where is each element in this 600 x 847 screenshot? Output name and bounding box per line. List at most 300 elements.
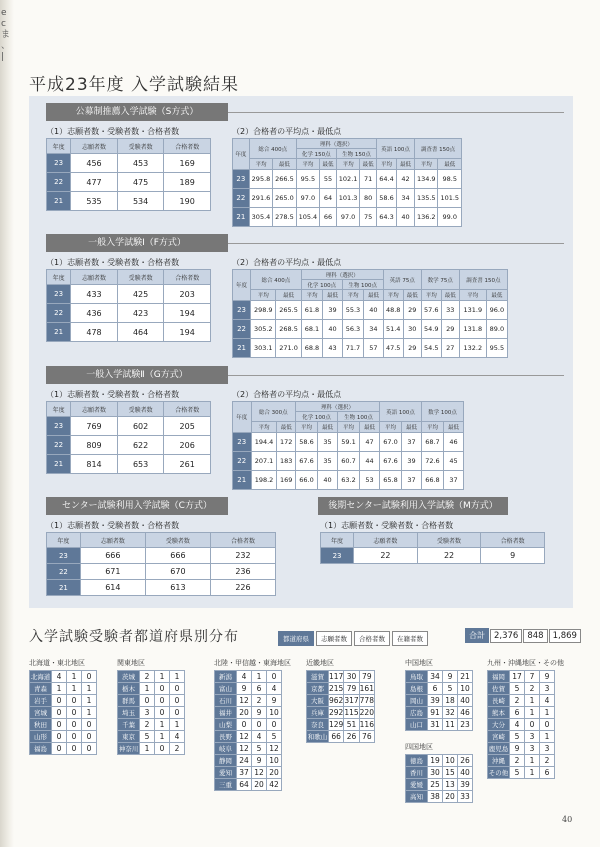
applicants-cell: 535 [71,192,118,211]
prefecture-name: 滋賀 [307,671,329,683]
year-cell: 22 [233,452,252,471]
score-cell: 101.5 [438,189,462,208]
count-cell: 66 [329,731,344,743]
prefecture-name: 福井 [215,707,237,719]
count-cell: 18 [443,695,458,707]
score-cell: 89.0 [486,320,507,339]
table-row [47,304,211,323]
score-cell: 102.1 [336,170,359,189]
applicants-header: 志願者数 [354,533,418,548]
examinees-header: 受験者数 [117,270,164,285]
table-row [307,707,375,719]
score-cell: 169 [277,471,296,490]
count-cell: 0 [52,695,67,707]
count-cell: 1 [52,683,67,695]
count-cell: 6 [510,707,525,719]
examinees-cell: 613 [145,580,210,596]
score-cell: 305.4 [249,208,272,227]
count-cell: 5 [443,683,458,695]
s-counts-caption: （1）志願者数・受験者数・合格者数 [46,127,180,136]
score-cell: 56.3 [342,320,364,339]
table-row [118,683,185,695]
prefecture-name: 福岡 [488,671,510,683]
examinees-cell: 670 [145,564,210,580]
score-cell: 45 [443,452,463,471]
score-cell: 298.9 [251,301,276,320]
score-cell: 271.0 [276,339,301,358]
year-cell: 21 [233,471,252,490]
subject-header: 調査書 150点 [415,139,462,159]
count-cell: 0 [267,671,282,683]
score-cell: 72.6 [421,452,443,471]
table-row [488,683,555,695]
examinees-cell: 653 [117,455,164,474]
count-cell: 9 [252,755,267,767]
prefecture-name: 茨城 [118,671,140,683]
prefecture-name: 静岡 [215,755,237,767]
region-name: 中国地区 [405,659,433,667]
subject-header: 数学 100点 [421,402,463,422]
s-scores-caption: （2）合格者の平均点・最低点 [232,127,342,136]
score-cell: 135.5 [415,189,438,208]
score-cell: 131.8 [459,320,486,339]
count-cell: 0 [140,695,155,707]
adjacent-page-text: e c ま 、 | [1,8,11,62]
pref-distribution-title: 入学試験受験者都道府県別分布 [29,629,239,645]
count-cell: 10 [267,707,282,719]
table-row [406,671,473,683]
table-row [118,743,185,755]
prefecture-name: 神奈川 [118,743,140,755]
passed-cell: 261 [164,455,211,474]
minimum-header: 最低 [396,159,414,170]
applicants-cell: 433 [71,285,118,304]
count-cell: 5 [267,731,282,743]
m-counts-caption: （1）志願者数・受験者数・合格者数 [320,521,454,530]
count-cell: 31 [428,719,443,731]
count-cell: 0 [82,719,97,731]
count-cell: 0 [170,683,185,695]
applicants-header: 志願者数 [80,533,145,548]
score-cell: 265.0 [273,189,296,208]
count-cell: 1 [540,707,555,719]
count-cell: 1 [140,743,155,755]
count-cell: 1 [155,671,170,683]
score-cell: 57 [364,339,383,358]
count-cell: 6 [252,683,267,695]
score-cell: 132.2 [459,339,486,358]
score-cell: 33 [441,301,459,320]
count-cell: 1 [540,731,555,743]
count-cell: 13 [443,779,458,791]
passed-cell: 206 [164,436,211,455]
score-cell: 37 [443,471,463,490]
count-cell: 1 [525,695,540,707]
s-scores-table [232,138,462,227]
year-header: 年度 [47,270,71,285]
count-cell: 215 [329,684,344,693]
table-row [215,707,282,719]
count-cell: 292 [329,708,344,717]
count-cell: 4 [170,731,185,743]
count-cell: 0 [525,719,540,731]
prefecture-name: 山形 [30,731,52,743]
score-cell: 59.1 [337,433,359,452]
table-row [488,671,555,683]
score-cell: 55.3 [342,301,364,320]
table-row [321,548,545,564]
prefecture-name: 石川 [215,695,237,707]
prefecture-name: 奈良 [307,719,329,731]
examinees-cell: 666 [145,548,210,564]
subject-header: 生物 100点 [342,280,383,290]
score-cell: 194.4 [251,433,277,452]
score-cell: 66 [320,208,337,227]
average-header: 平均 [415,159,438,170]
count-cell: 3 [525,743,540,755]
region-hokuriku-tokai [214,658,291,791]
prefecture-name: 栃木 [118,683,140,695]
prefecture-name: 埼玉 [118,707,140,719]
minimum-header: 最低 [403,290,421,301]
score-cell: 101.3 [336,189,359,208]
minimum-header: 最低 [360,422,380,433]
examinees-cell: 464 [117,323,164,342]
table-row [233,189,462,208]
count-cell: 9 [267,695,282,707]
average-header: 平均 [459,290,486,301]
score-cell: 40 [318,471,338,490]
legend-enrolled: 在籍者数 [392,631,428,646]
prefecture-name: 徳島 [406,755,428,767]
count-cell: 5 [510,767,525,779]
count-cell: 4 [52,671,67,683]
year-cell: 21 [47,580,81,596]
count-cell: 11 [443,719,458,731]
table-row [47,417,211,436]
prefecture-name: 愛知 [215,767,237,779]
score-cell: 61.8 [301,301,323,320]
passed-cell: 169 [164,154,211,173]
count-cell: 91 [428,707,443,719]
table-row [488,731,555,743]
table-row [406,683,473,695]
count-cell: 1 [252,671,267,683]
year-cell: 23 [47,417,71,436]
table-row [307,683,375,695]
page-number: 40 [562,815,573,824]
examinees-header: 受験者数 [117,402,164,417]
count-cell: 4 [237,671,252,683]
count-cell: 0 [82,743,97,755]
g-counts-table [46,401,211,474]
subject-header: 化学 100点 [301,280,342,290]
subject-header: 英語 100点 [379,402,421,422]
minimum-header: 最低 [273,159,296,170]
count-cell: 12 [252,767,267,779]
g-method-header: 一般入学試験Ⅱ（G方式） [46,366,228,384]
count-cell: 1 [82,707,97,719]
prefecture-name: 長崎 [488,695,510,707]
score-cell: 64 [320,189,337,208]
count-cell: 2 [540,755,555,767]
subject-header: 英語 100点 [377,139,415,159]
score-cell: 37 [402,433,422,452]
g-scores-table [232,401,464,490]
table-row [47,580,276,596]
pref-table [214,670,282,791]
table-row [406,755,473,767]
score-cell: 99.0 [438,208,462,227]
region-name: 北陸・甲信越・東海地区 [214,659,291,667]
score-cell: 47 [360,433,380,452]
g-counts-caption: （1）志願者数・受験者数・合格者数 [46,390,180,399]
score-cell: 172 [277,433,296,452]
score-cell: 68.8 [301,339,323,358]
prefecture-name: その他 [488,767,510,779]
region-kyushu-okinawa [487,658,564,779]
prefecture-name: 千葉 [118,719,140,731]
f-scores-table [232,269,508,358]
score-cell: 66.8 [421,471,443,490]
count-cell: 0 [237,719,252,731]
table-row [307,695,375,707]
score-cell: 57.6 [421,301,441,320]
year-cell: 22 [233,189,250,208]
total-enrolled: 1,869 [549,629,581,643]
region-name: 近畿地区 [306,659,334,667]
score-cell: 44 [360,452,380,471]
legend-applicants: 志願者数 [316,631,352,646]
average-header: 平均 [342,290,364,301]
applicants-cell: 614 [80,580,145,596]
table-row [30,683,97,695]
count-cell: 220 [359,708,374,717]
count-cell: 117 [329,672,344,681]
count-cell: 4 [510,719,525,731]
passed-header: 合格者数 [164,139,211,154]
score-cell: 54.9 [421,320,441,339]
count-cell: 0 [82,671,97,683]
count-cell: 10 [267,755,282,767]
year-cell: 22 [47,564,81,580]
count-cell: 6 [540,767,555,779]
average-header: 平均 [336,159,359,170]
prefecture-name: 和歌山 [307,731,329,743]
count-cell: 1 [525,767,540,779]
prefecture-name: 佐賀 [488,683,510,695]
count-cell: 39 [428,695,443,707]
pref-totals [465,628,581,643]
score-cell: 68.1 [301,320,323,339]
count-cell: 2 [140,719,155,731]
examinees-cell: 453 [117,154,164,173]
applicants-header: 志願者数 [71,139,118,154]
count-cell: 64 [237,779,252,791]
c-counts-caption: （1）志願者数・受験者数・合格者数 [46,521,180,530]
applicants-header: 志願者数 [71,270,118,285]
prefecture-name: 福島 [30,743,52,755]
score-cell: 42 [396,170,414,189]
table-row [233,471,464,490]
examinees-cell: 425 [117,285,164,304]
score-cell: 46 [443,433,463,452]
examinees-cell: 602 [117,417,164,436]
s-method-header: 公募制推薦入学試験（S方式） [46,103,228,121]
f-counts-caption: （1）志願者数・受験者数・合格者数 [46,258,180,267]
subject-header: 英語 75点 [383,270,421,290]
pref-table [405,670,473,731]
legend-prefecture: 都道府県 [278,631,314,646]
score-cell: 40 [323,320,342,339]
prefecture-name: 京都 [307,683,329,695]
applicants-cell: 456 [71,154,118,173]
score-cell: 97.0 [336,208,359,227]
score-cell: 58.6 [296,433,318,452]
examinees-cell: 423 [117,304,164,323]
count-cell: 0 [52,707,67,719]
count-cell: 33 [458,791,473,803]
science-elective-header: 理科（選択） [296,402,380,412]
subject-header: 数学 75点 [421,270,459,290]
pref-table [487,670,555,779]
score-cell: 303.1 [251,339,276,358]
passed-cell: 236 [210,564,275,580]
count-cell: 1 [155,719,170,731]
table-row [215,767,282,779]
pref-table [29,670,97,755]
count-cell: 40 [458,695,473,707]
table-row [47,436,211,455]
count-cell: 76 [359,731,374,743]
table-row [215,755,282,767]
applicants-cell: 769 [71,417,118,436]
count-cell: 2 [525,683,540,695]
year-cell: 23 [47,548,81,564]
count-cell: 1 [155,731,170,743]
count-cell: 0 [67,695,82,707]
score-cell: 65.8 [379,471,401,490]
count-cell: 129 [329,720,344,729]
count-cell: 0 [252,719,267,731]
table-row [47,173,211,192]
f-counts-table [46,269,211,342]
prefecture-name: 富山 [215,683,237,695]
minimum-header: 最低 [360,159,377,170]
count-cell: 116 [359,720,374,729]
count-cell: 51 [344,719,359,731]
count-cell: 20 [237,707,252,719]
score-cell: 134.9 [415,170,438,189]
minimum-header: 最低 [364,290,383,301]
count-cell: 0 [155,695,170,707]
count-cell: 9 [252,707,267,719]
count-cell: 1 [140,683,155,695]
average-header: 平均 [421,422,443,433]
applicants-cell: 666 [80,548,145,564]
score-cell: 71 [360,170,377,189]
passed-cell: 189 [164,173,211,192]
table-row [215,743,282,755]
year-cell: 23 [47,154,71,173]
subject-header: 化学 100点 [296,412,338,422]
year-cell: 22 [47,173,71,192]
score-cell: 291.6 [249,189,272,208]
count-cell: 10 [458,683,473,695]
average-header: 平均 [421,290,441,301]
count-cell: 1 [82,683,97,695]
table-row [406,695,473,707]
applicants-cell: 436 [71,304,118,323]
prefecture-name: 新潟 [215,671,237,683]
score-cell: 39 [402,452,422,471]
year-cell: 21 [233,339,251,358]
section-rule [228,243,564,244]
score-cell: 305.2 [251,320,276,339]
minimum-header: 最低 [441,290,459,301]
passed-cell: 9 [481,548,545,564]
table-row [488,767,555,779]
score-cell: 63.2 [337,471,359,490]
count-cell: 1 [67,671,82,683]
score-cell: 30 [403,320,421,339]
count-cell: 12 [267,743,282,755]
count-cell: 12 [237,743,252,755]
score-cell: 266.5 [273,170,296,189]
count-cell: 0 [52,719,67,731]
table-row [488,719,555,731]
score-cell: 97.0 [296,189,319,208]
table-row [233,320,508,339]
minimum-header: 最低 [277,422,296,433]
score-cell: 295.8 [249,170,272,189]
examinees-cell: 475 [117,173,164,192]
count-cell: 2 [510,755,525,767]
score-cell: 53 [360,471,380,490]
count-cell: 40 [458,767,473,779]
applicants-header: 志願者数 [71,402,118,417]
average-header: 平均 [337,422,359,433]
minimum-header: 最低 [320,159,337,170]
prefecture-name: 東京 [118,731,140,743]
region-name: 九州・沖縄地区・その他 [487,659,564,667]
table-row [307,731,375,743]
region-name: 関東地区 [117,659,145,667]
count-cell: 0 [67,707,82,719]
m-method-header: 後期センター試験利用入学試験（M方式） [318,497,508,515]
count-cell: 1 [170,671,185,683]
count-cell: 317 [344,696,359,705]
score-cell: 198.2 [251,471,277,490]
average-header: 平均 [251,290,276,301]
examinees-header: 受験者数 [417,533,481,548]
passed-cell: 194 [164,304,211,323]
table-row [215,695,282,707]
subject-header: 総合 400点 [251,270,302,290]
table-row [30,671,97,683]
prefecture-name: 山梨 [215,719,237,731]
score-cell: 80 [360,189,377,208]
year-cell: 23 [321,548,354,564]
prefecture-name: 岩手 [30,695,52,707]
score-cell: 40 [364,301,383,320]
passed-cell: 226 [210,580,275,596]
count-cell: 0 [67,719,82,731]
pref-legend [278,631,430,646]
count-cell: 23 [458,719,473,731]
score-cell: 67.6 [296,452,318,471]
year-cell: 23 [47,285,71,304]
